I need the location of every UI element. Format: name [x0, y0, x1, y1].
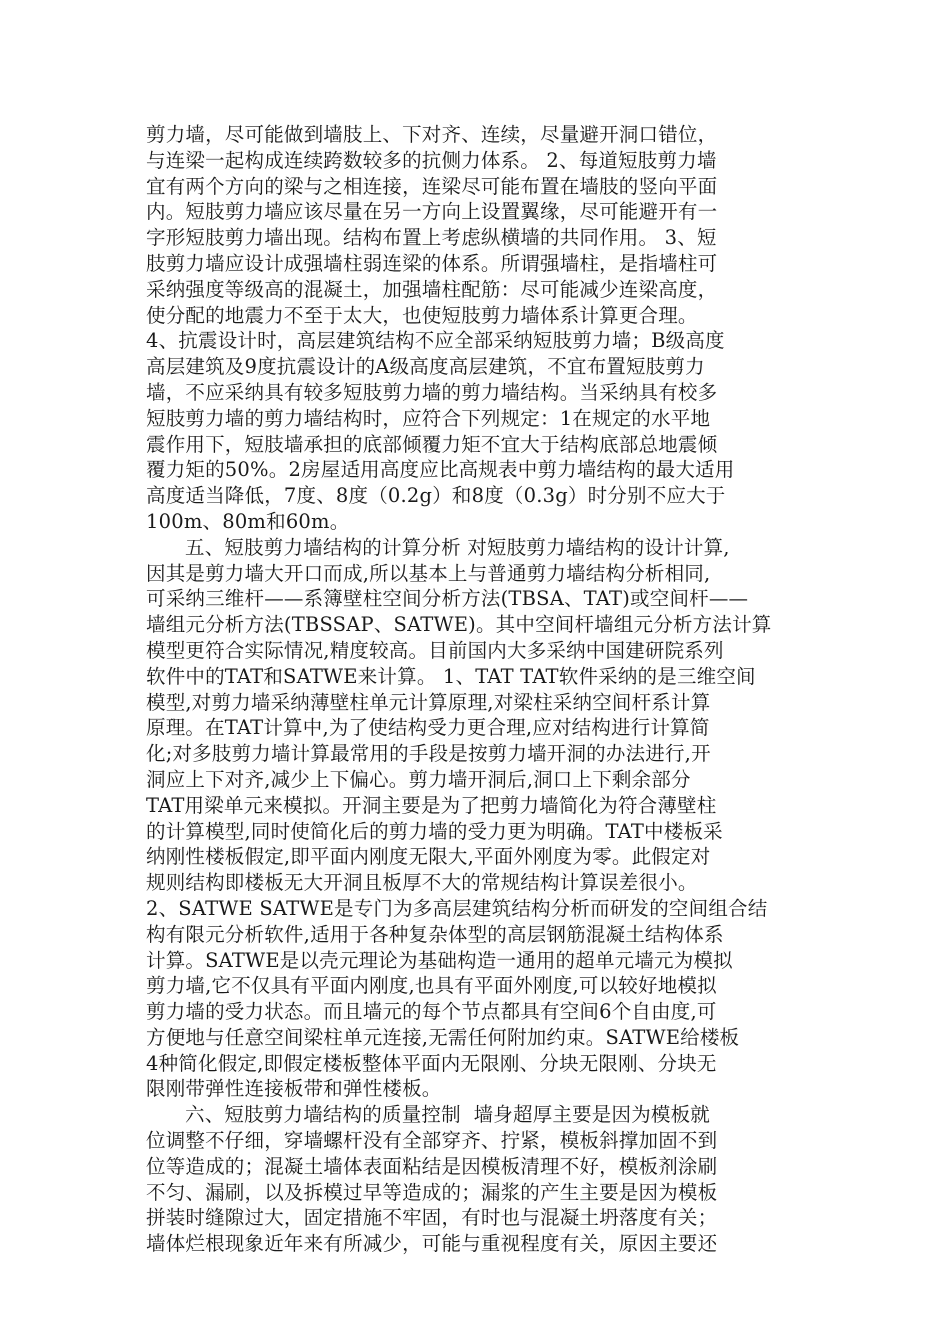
- text-line: 位等造成的；混凝土墙体表面粘结是因模板清理不好，模板剂涂刷: [146, 1154, 718, 1178]
- text-line: 震作用下，短肢墙承担的底部倾覆力矩不宜大于结构底部总地震倾: [146, 432, 718, 456]
- text-line: 剪力墙，尽可能做到墙肢上、下对齐、连续，尽量避开洞口错位，: [146, 123, 718, 146]
- text-line: 肢剪力墙应设计成强墙柱弱连梁的体系。所谓强墙柱，是指墙柱可: [146, 251, 718, 275]
- text-line: 的计算模型,同时使简化后的剪力墙的受力更为明确。TAT中楼板采: [146, 819, 723, 843]
- text-line: 构有限元分析软件,适用于各种复杂体型的高层钢筋混凝土结构体系: [146, 922, 724, 946]
- text-line: 墙，不应采纳具有较多短肢剪力墙的剪力墙结构。当采纳具有校多: [146, 380, 718, 404]
- text-line: 覆力矩的50%。2房屋适用高度应比高规表中剪力墙结构的最大适用: [146, 458, 735, 482]
- section-heading-line: 六、短肢剪力墙结构的质量控制 墙身超厚主要是因为模板就: [185, 1103, 710, 1127]
- text-line: 内。短肢剪力墙应该尽量在另一方向上设置翼缘，尽可能避开有一: [146, 200, 718, 224]
- text-line: 4、抗震设计时，高层建筑结构不应全部采纳短肢剪力墙；B级高度: [146, 329, 725, 353]
- text-line: 采纳强度等级高的混凝土，加强墙柱配筋：尽可能减少连梁高度，: [146, 277, 718, 301]
- text-line: 纳刚性楼板假定,即平面内刚度无限大,平面外刚度为零。此假定对: [146, 845, 711, 869]
- text-line: 计算。SATWE是以壳元理论为基础构造一通用的超单元墙元为模拟: [146, 948, 733, 972]
- text-line: 原理。在TAT计算中,为了使结构受力更合理,应对结构进行计算简: [146, 716, 710, 740]
- text-line: 模型更符合实际情况,精度较高。目前国内大多采纳中国建研院系列: [146, 638, 724, 662]
- text-line: 限刚带弹性连接板带和弹性楼板。: [146, 1077, 442, 1101]
- text-line: 100m、80m和60m。: [146, 509, 350, 533]
- text-line: 规则结构即楼板无大开洞且板厚不大的常规结构计算误差很小。: [146, 871, 698, 895]
- text-line: 洞应上下对齐,减少上下偏心。剪力墙开洞后,洞口上下剩余部分: [146, 767, 691, 791]
- text-line: 高层建筑及9度抗震设计的A级高度高层建筑，不宜布置短肢剪力: [146, 355, 705, 379]
- text-line: 宜有两个方向的梁与之相连接，连梁尽可能布置在墙肢的竖向平面: [146, 174, 718, 198]
- text-line: 位调整不仔细，穿墙螺杆没有全部穿齐、拧紧，模板斜撑加固不到: [146, 1129, 718, 1153]
- section-heading-line: 五、短肢剪力墙结构的计算分析 对短肢剪力墙结构的设计计算,: [185, 535, 730, 559]
- text-line: 字形短肢剪力墙出现。结构布置上考虑纵横墙的共同作用。 3、短: [146, 226, 717, 250]
- text-line: 墙组元分析方法(TBSSAP、SATWE)。其中空间杆墙组元分析方法计算: [146, 613, 772, 637]
- text-line: 使分配的地震力不至于太大，也使短肢剪力墙体系计算更合理。: [146, 303, 698, 327]
- text-line: 因其是剪力墙大开口而成,所以基本上与普通剪力墙结构分析相同,: [146, 561, 711, 585]
- text-line: 高度适当降低，7度、8度（0.2g）和8度（0.3g）时分别不应大于: [146, 484, 726, 508]
- text-line: 拼装时缝隙过大，固定措施不牢固，有时也与混凝土坍落度有关；: [146, 1206, 718, 1230]
- text-line: 剪力墙,它不仅具有平面内刚度,也具有平面外刚度,可以较好地模拟: [146, 974, 717, 998]
- text-line: 4种简化假定,即假定楼板整体平面内无限刚、分块无限刚、分块无: [146, 1051, 717, 1075]
- text-line: 与连梁一起构成连续跨数较多的抗侧力体系。 2、每道短肢剪力墙: [146, 148, 717, 172]
- text-line: 短肢剪力墙的剪力墙结构时，应符合下列规定：1在规定的水平地: [146, 406, 711, 430]
- text-line: 方便地与任意空间梁柱单元连接,无需任何附加约束。SATWE给楼板: [146, 1025, 740, 1049]
- text-line: 不匀、漏刷，以及拆模过早等造成的；漏浆的产生主要是因为模板: [146, 1180, 718, 1204]
- text-line: 模型,对剪力墙采纳薄壁柱单元计算原理,对梁柱采纳空间杆系计算: [146, 690, 711, 714]
- text-line: 墙体烂根现象近年来有所减少，可能与重视程度有关，原因主要还: [146, 1232, 718, 1256]
- body-text: [146, 122, 810, 1257]
- text-line: 剪力墙的受力状态。而且墙元的每个节点都具有空间6个自由度,可: [146, 1000, 717, 1024]
- text-line: 软件中的TAT和SATWE来计算。 1、TAT TAT软件采纳的是三维空间: [146, 664, 756, 688]
- text-line: TAT用梁单元来模拟。开洞主要是为了把剪力墙简化为符合薄壁柱: [146, 793, 717, 817]
- text-line: 化;对多肢剪力墙计算最常用的手段是按剪力墙开洞的办法进行,开: [146, 742, 711, 766]
- text-line: 2、SATWE SATWE是专门为多高层建筑结构分析而研发的空间组合结: [146, 896, 768, 920]
- text-line: 可采纳三维杆——系簿壁柱空间分析方法(TBSA、TAT)或空间杆——: [146, 587, 749, 611]
